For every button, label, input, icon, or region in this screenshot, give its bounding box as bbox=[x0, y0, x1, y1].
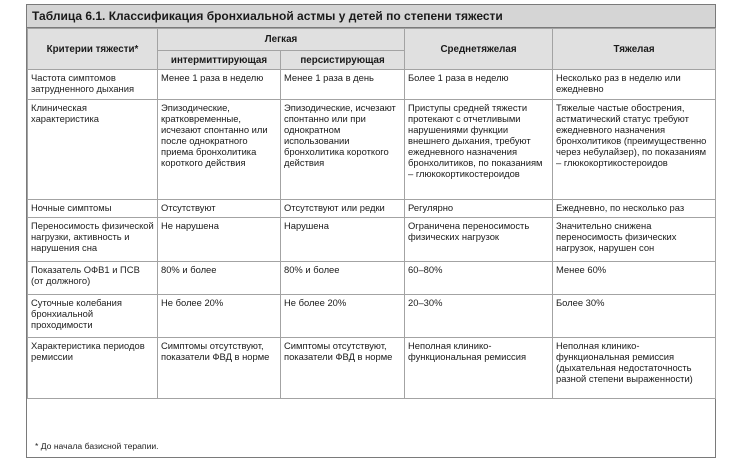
cell-moderate: Более 1 раза в неделю bbox=[405, 70, 553, 100]
cell-severe: Тяжелые частые обострения, астматический статус требуют ежедневного назначения бронхолитиков (преимущественно через небулайзер), по показаниям – глюкокортикостероидов bbox=[553, 100, 716, 200]
cell-intermittent: Менее 1 раза в неделю bbox=[158, 70, 281, 100]
cell-intermittent: 80% и более bbox=[158, 262, 281, 295]
table-row bbox=[28, 338, 716, 399]
row-criterion: Показатель ОФВ1 и ПСВ (от должного) bbox=[28, 262, 158, 295]
classification-table bbox=[27, 28, 716, 399]
table-row bbox=[28, 262, 716, 295]
header-intermittent: интермиттирующая bbox=[158, 51, 281, 70]
cell-moderate: 20–30% bbox=[405, 295, 553, 338]
row-criterion: Клиническая характеристика bbox=[28, 100, 158, 200]
cell-moderate: Приступы средней тяжести протекают с отчетливыми нарушениями функции внешнего дыхания, требуют ежедневного назначения бронхолитиков, по показаниям – глюкокортикостероидов bbox=[405, 100, 553, 200]
row-criterion: Ночные симптомы bbox=[28, 200, 158, 218]
footnote: * До начала базисной терапии. bbox=[35, 441, 159, 451]
cell-severe: Более 30% bbox=[553, 295, 716, 338]
table-row bbox=[28, 100, 716, 200]
row-criterion: Переносимость физической нагрузки, активность и нарушения сна bbox=[28, 218, 158, 262]
cell-moderate: Регулярно bbox=[405, 200, 553, 218]
cell-persistent: Нарушена bbox=[281, 218, 405, 262]
cell-persistent: Менее 1 раза в день bbox=[281, 70, 405, 100]
cell-intermittent: Не более 20% bbox=[158, 295, 281, 338]
row-criterion: Частота симптомов затрудненного дыхания bbox=[28, 70, 158, 100]
table-row bbox=[28, 200, 716, 218]
cell-intermittent: Не нарушена bbox=[158, 218, 281, 262]
table-frame bbox=[26, 4, 716, 458]
table-row bbox=[28, 218, 716, 262]
cell-severe: Ежедневно, по несколько раз bbox=[553, 200, 716, 218]
cell-persistent: Не более 20% bbox=[281, 295, 405, 338]
cell-moderate: Ограничена переносимость физических нагрузок bbox=[405, 218, 553, 262]
cell-severe: Неполная клинико-функциональная ремиссия (дыхательная недостаточность разной степени выраженности) bbox=[553, 338, 716, 399]
cell-intermittent: Эпизодические, кратковременные, исчезают спонтанно или после однократного приема бронхолитика короткого действия bbox=[158, 100, 281, 200]
cell-intermittent: Симптомы отсутствуют, показатели ФВД в норме bbox=[158, 338, 281, 399]
header-moderate: Среднетяжелая bbox=[405, 29, 553, 70]
cell-severe: Значительно снижена переносимость физических нагрузок, нарушен сон bbox=[553, 218, 716, 262]
header-severe: Тяжелая bbox=[553, 29, 716, 70]
cell-persistent: 80% и более bbox=[281, 262, 405, 295]
row-criterion: Характеристика периодов ремиссии bbox=[28, 338, 158, 399]
cell-moderate: Неполная клинико-функциональная ремиссия bbox=[405, 338, 553, 399]
header-persistent: персистирующая bbox=[281, 51, 405, 70]
cell-persistent: Отсутствуют или редки bbox=[281, 200, 405, 218]
table-row bbox=[28, 295, 716, 338]
header-mild: Легкая bbox=[158, 29, 405, 51]
table-row bbox=[28, 70, 716, 100]
header-row bbox=[28, 29, 716, 51]
row-criterion: Суточные колебания бронхиальной проходимости bbox=[28, 295, 158, 338]
cell-persistent: Симптомы отсутствуют, показатели ФВД в норме bbox=[281, 338, 405, 399]
cell-severe: Менее 60% bbox=[553, 262, 716, 295]
cell-intermittent: Отсутствуют bbox=[158, 200, 281, 218]
cell-severe: Несколько раз в неделю или ежедневно bbox=[553, 70, 716, 100]
cell-moderate: 60–80% bbox=[405, 262, 553, 295]
cell-persistent: Эпизодические, исчезают спонтанно или при однократном использовании бронхолитика короткого действия bbox=[281, 100, 405, 200]
table-title: Таблица 6.1. Классификация бронхиальной астмы у детей по степени тяжести bbox=[27, 5, 715, 28]
header-criteria: Критерии тяжести* bbox=[28, 29, 158, 70]
